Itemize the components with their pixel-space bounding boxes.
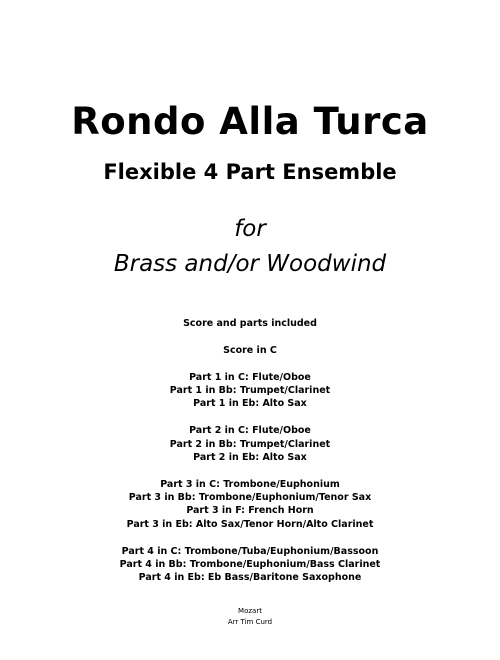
part-line: Part 1 in Bb: Trumpet/Clarinet (169, 384, 331, 396)
piece-subtitle: Flexible 4 Part Ensemble (103, 160, 397, 184)
part-line: Part 4 in Bb: Trombone/Euphonium/Bass Clarinet (119, 559, 381, 571)
part-line: Part 1 in C: Flute/Oboe (189, 371, 311, 383)
part-line: Part 2 in C: Flute/Oboe (189, 425, 311, 437)
composer-name: Mozart (238, 607, 262, 615)
part-line: Part 2 in Eb: Alto Sax (193, 451, 307, 463)
part-line: Part 1 in Eb: Alto Sax (193, 398, 307, 410)
parts-list (0, 317, 500, 585)
instrumentation-label: Brass and/or Woodwind (113, 251, 387, 277)
part-line: Part 3 in C: Trombone/Euphonium (160, 478, 340, 490)
part-line: Part 4 in Eb: Eb Bass/Baritone Saxophone (138, 572, 362, 584)
part-line: Part 4 in C: Trombone/Tuba/Euphonium/Bassoon (121, 545, 379, 557)
part-line: Part 3 in Bb: Trombone/Euphonium/Tenor Sax (128, 492, 372, 504)
part-line: Part 2 in Bb: Trumpet/Clarinet (169, 438, 331, 450)
arranger-credit: Arr Tim Curd (227, 618, 273, 626)
part-line: Part 3 in Eb: Alto Sax/Tenor Horn/Alto Clarinet (126, 518, 374, 530)
score-key: Score in C (223, 344, 277, 356)
piece-title: Rondo Alla Turca (71, 100, 429, 143)
score-note: Score and parts included (183, 318, 317, 329)
part-line: Part 3 in F: French Horn (186, 505, 314, 517)
for-label: for (234, 216, 266, 242)
